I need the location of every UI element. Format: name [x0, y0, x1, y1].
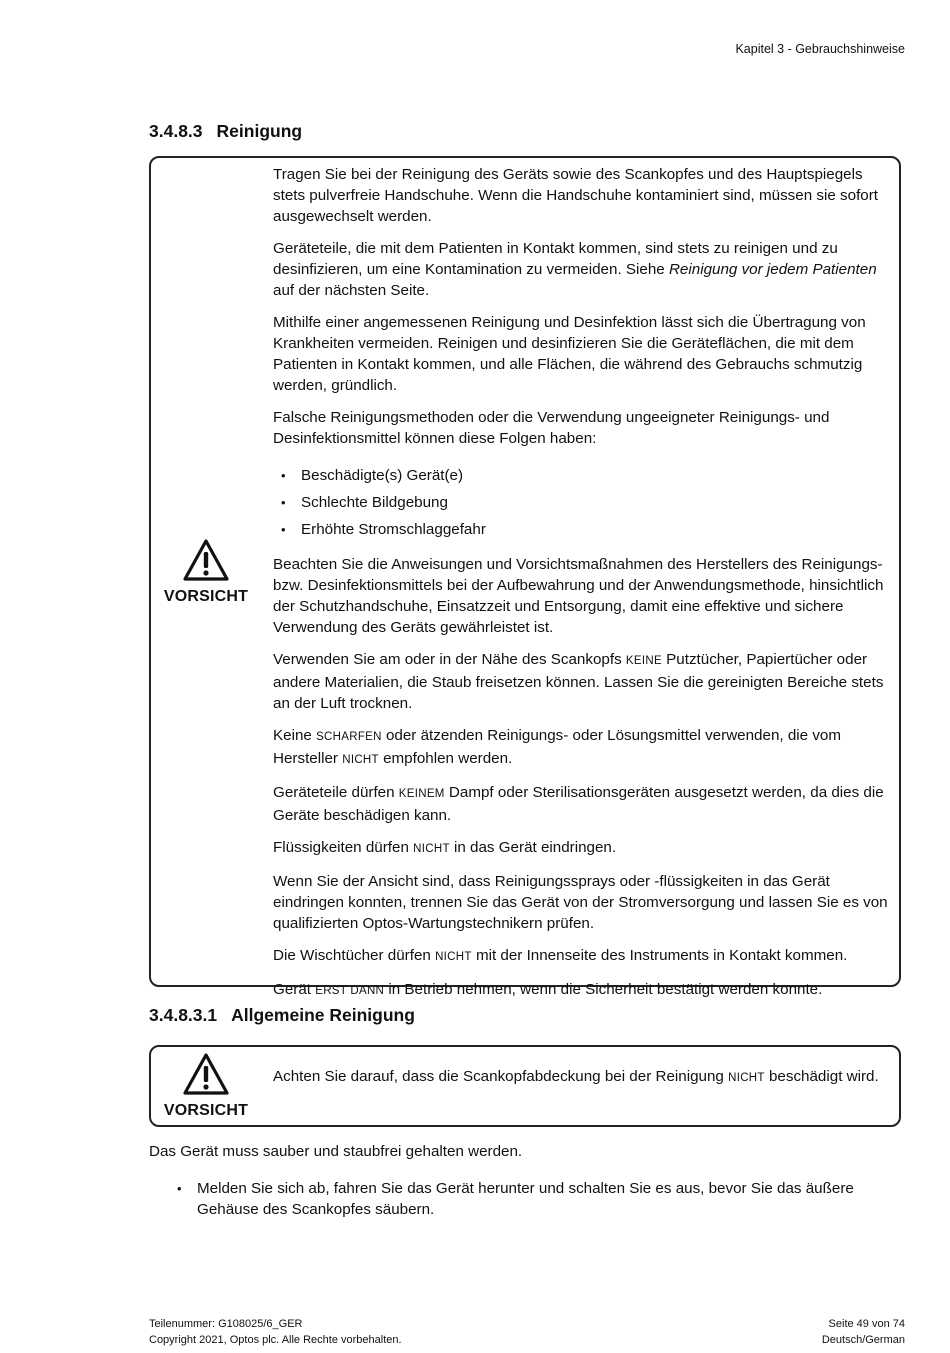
text-run: Geräteteile dürfen — [273, 784, 399, 801]
list-item: • Schlechte Bildgebung — [301, 492, 891, 513]
section-number: 3.4.8.3 — [149, 121, 203, 141]
caution-paragraph — [273, 945, 891, 968]
list-item: • Erhöhte Stromschlaggefahr — [301, 519, 891, 540]
text-run: Flüssigkeiten dürfen — [273, 839, 414, 856]
page-header-chapter: Kapitel 3 - Gebrauchshinweise — [735, 42, 905, 56]
caution-paragraph — [273, 725, 891, 771]
text-run: auf der nächsten Seite. — [273, 282, 430, 299]
section-title: Reinigung — [216, 121, 303, 141]
caution-indicator — [151, 1052, 261, 1120]
page-number: Seite 49 von 74 — [828, 1318, 905, 1330]
caution-paragraph: Wenn Sie der Ansicht sind, dass Reinigungssprays oder -flüssigkeiten in das Gerät eindringen konnten, trennen Sie das Gerät von der Stromversorgung und lassen Sie es von qualifizierten Optos-Wartungstechnikern prüfen. — [273, 873, 888, 932]
list-item: • Beschädigte(s) Gerät(e) — [301, 465, 891, 486]
caution-paragraph — [273, 837, 891, 860]
text-run: beschädigt wird. — [764, 1068, 879, 1085]
text-run: Verwenden Sie am oder in der Nähe des Scankopfs — [273, 651, 626, 668]
caution-paragraph — [273, 238, 891, 301]
text-run: Putztücher, Papiertücher oder andere Materialien, die Staub freisetzen können. Lassen Sie die gereinigten Bereiche stets an der Luft trocknen. — [273, 651, 884, 712]
section-heading — [149, 121, 302, 142]
text-run: Geräteteile, die mit dem Patienten in Kontakt kommen, sind stets zu reinigen und zu desinfizieren, um eine Kontamination zu vermeiden. Siehe — [273, 240, 838, 278]
caution-paragraph: Falsche Reinigungsmethoden oder die Verwendung ungeeigneter Reinigungs- und Desinfektionsmittel können diese Folgen haben: — [273, 409, 830, 447]
emphasis-text: SCHARFEN — [316, 731, 382, 743]
text-run: empfohlen werden. — [378, 750, 513, 767]
caution-box-cleaning — [149, 156, 901, 998]
caution-paragraph: Beachten Sie die Anweisungen und Vorsichtsmaßnahmen des Herstellers des Reinigungs- bzw. Desinfektionsmittels bei der Aufbewahrung und der Anwendungsmethode, hinsichtlich der Schutzhandschuhe, Einsatzzeit und Entsorgung, damit eine effektive und sichere Verwendung des Geräts gewährleistet ist. — [273, 556, 884, 636]
subsection-heading — [149, 1005, 415, 1026]
caution-content — [273, 1066, 891, 1100]
caution-content — [273, 164, 891, 1013]
emphasis-text: KEINE — [625, 655, 662, 667]
consequence-list — [273, 465, 891, 540]
caution-paragraph — [273, 1066, 891, 1089]
emphasis-text: KEINEM — [398, 788, 445, 800]
body-paragraph: Das Gerät muss sauber und staubfrei gehalten werden. — [149, 1143, 523, 1160]
text-run: in das Gerät eindringen. — [449, 839, 617, 856]
text-run: Dampf oder Sterilisationsgeräten ausgesetzt werden, da dies die Geräte beschädigen kann. — [273, 784, 884, 824]
language: Deutsch/German — [821, 1334, 905, 1346]
list-item: • Melden Sie sich ab, fahren Sie das Gerät herunter und schalten Sie es aus, bevor Sie das äußere Gehäuse des Scankopfes säubern. — [197, 1178, 901, 1220]
emphasis-text: ERST DANN — [315, 985, 385, 997]
emphasis-text: NICHT — [435, 951, 472, 963]
emphasis-text: NICHT — [728, 1072, 765, 1084]
caution-paragraph — [273, 649, 891, 714]
cross-reference-link[interactable]: Reinigung vor jedem Patienten — [668, 261, 877, 278]
text-run: Achten Sie darauf, dass die Scankopfabdeckung bei der Reinigung — [273, 1068, 729, 1085]
emphasis-text: NICHT — [413, 843, 450, 855]
text-run: mit der Innenseite des Instruments in Kontakt kommen. — [471, 947, 848, 964]
caution-paragraph: Mithilfe einer angemessenen Reinigung und Desinfektion lässt sich die Übertragung von Krankheiten vermeiden. Reinigen und desinfizieren Sie die Geräteflächen, die mit dem Patienten in Kontakt kommen, und alle Flächen, die während des Gebrauchs schmutzig werden, gründlich. — [273, 314, 866, 394]
text-run: in Betrieb nehmen, wenn die Sicherheit bestätigt werden konnte. — [384, 981, 823, 998]
text-run: Die Wischtücher dürfen — [273, 947, 436, 964]
caution-paragraph — [273, 979, 891, 1002]
instruction-list — [149, 1178, 901, 1220]
text-run: Gerät — [273, 981, 316, 998]
warning-triangle-icon — [182, 1052, 230, 1096]
copyright: Copyright 2021, Optos plc. Alle Rechte vorbehalten. — [149, 1334, 402, 1346]
footer-left — [149, 1316, 402, 1348]
part-number: Teilenummer: G108025/6_GER — [149, 1318, 303, 1330]
caution-paragraph: Tragen Sie bei der Reinigung des Geräts sowie des Scankopfes und des Hauptspiegels stets pulverfreie Handschuhe. Wenn die Handschuhe kontaminiert sind, müssen sie sofort ausgewechselt werden. — [273, 166, 879, 225]
caution-label: VORSICHT — [163, 1102, 249, 1119]
caution-box-general-cleaning — [149, 1045, 901, 1127]
footer-right — [822, 1316, 905, 1348]
caution-paragraph — [273, 782, 891, 826]
emphasis-text: NICHT — [342, 754, 379, 766]
caution-label: VORSICHT — [163, 588, 249, 605]
caution-indicator — [151, 538, 261, 606]
text-run: oder ätzenden Reinigungs- oder Lösungsmittel verwenden, die vom Hersteller — [273, 727, 842, 767]
text-run: Keine — [273, 727, 317, 744]
warning-triangle-icon — [182, 538, 230, 582]
subsection-title: Allgemeine Reinigung — [231, 1005, 415, 1025]
subsection-number: 3.4.8.3.1 — [149, 1005, 218, 1025]
